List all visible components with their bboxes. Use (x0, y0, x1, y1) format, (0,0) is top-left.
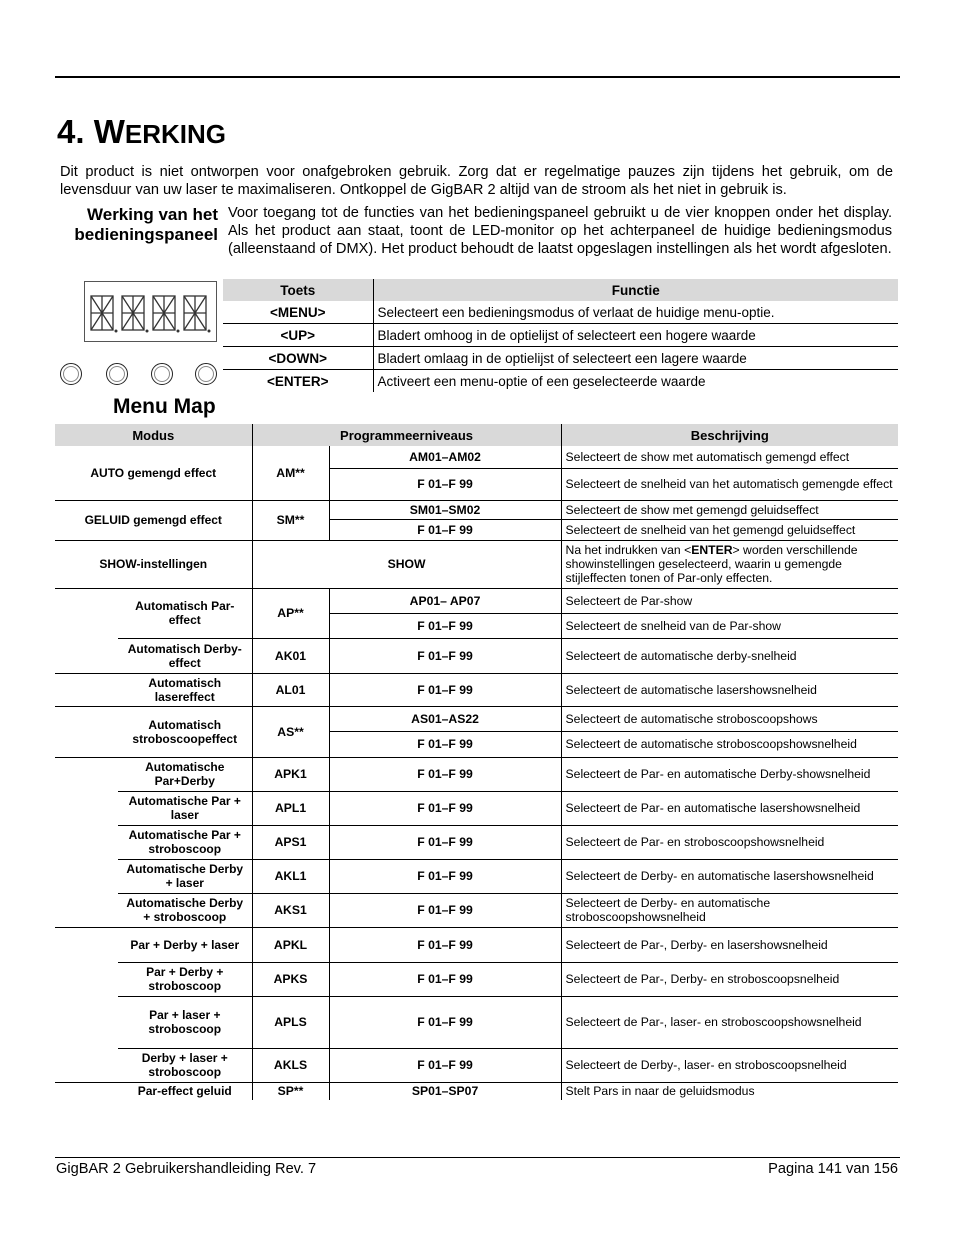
code-cell: SM** (252, 500, 329, 540)
code-cell: AK01 (252, 638, 329, 673)
code-cell: AKS1 (252, 893, 329, 927)
desc-cell: Selecteert de snelheid van het gemengd geluidseffect (561, 519, 898, 540)
code-cell: AM** (252, 446, 329, 500)
desc-cell: Selecteert de automatische lasershowsnelheid (561, 673, 898, 706)
table-row (55, 1082, 898, 1100)
desc-cell: Selecteert de Par-, laser- en stroboscoopshowsnelheid (561, 996, 898, 1048)
table-header-row (223, 279, 898, 301)
segment-display-icon (85, 282, 216, 341)
level-cell: AP01– AP07 (329, 588, 561, 613)
table-row (55, 757, 898, 791)
table-row (55, 540, 898, 588)
footer-page-number: Pagina 141 van 156 (768, 1161, 898, 1177)
menu-button-icon (60, 363, 82, 385)
panel-section-heading: Werking van het bedieningspaneel (74, 205, 218, 244)
enter-button-icon (195, 363, 217, 385)
desc-cell: Na het indrukken van <ENTER> worden verschillende showinstellingen geselecteerd, waarin u gemengde stijleffecten tonen of Par-only effecten. (561, 540, 898, 588)
column-header: Toets (223, 279, 373, 301)
level-cell: F 01–F 99 (329, 731, 561, 757)
led-display-illustration (84, 281, 217, 342)
table-header-row (55, 424, 898, 446)
level-cell: SM01–SM02 (329, 500, 561, 519)
code-cell: APK1 (252, 757, 329, 791)
level-cell: F 01–F 99 (329, 791, 561, 825)
desc-cell: Selecteert de Derby-, laser- en stroboscoopsnelheid (561, 1048, 898, 1082)
mode-cell: Par + Derby + stroboscoop (118, 962, 252, 996)
desc-cell: Selecteert de Par- en stroboscoopshowsnelheid (561, 825, 898, 859)
table-row (55, 825, 898, 859)
desc-cell: Selecteert de Par- en automatische lasershowsnelheid (561, 791, 898, 825)
column-header: Modus (55, 424, 252, 446)
desc-cell: Selecteert de automatische derby-snelheid (561, 638, 898, 673)
function-cell: Activeert een menu-optie of een geselecteerde waarde (373, 370, 898, 393)
table-row (223, 324, 898, 347)
level-cell: F 01–F 99 (329, 996, 561, 1048)
level-cell: SP01–SP07 (329, 1082, 561, 1100)
level-cell: F 01–F 99 (329, 893, 561, 927)
level-cell: F 01–F 99 (329, 825, 561, 859)
column-header: Beschrijving (561, 424, 898, 446)
desc-cell: Stelt Pars in naar de geluidsmodus (561, 1082, 898, 1100)
code-cell: AS** (252, 706, 329, 757)
panel-section-text: Voor toegang tot de functies van het bedieningspaneel gebruikt u de vier knoppen onder het display. Als het product aan staat, toont de LED-monitor op het achterpaneel de huidige bedieningsmodus (alleenstaand of DMX). Het product behoudt de laatst opgeslagen instellingen als het wordt afgesloten. (228, 205, 892, 257)
mode-cell: Automatische Par + laser (118, 791, 252, 825)
table-row (223, 347, 898, 370)
level-cell: F 01–F 99 (329, 613, 561, 638)
column-header: Programmeerniveaus (252, 424, 561, 446)
mode-cell: Par + Derby + laser (118, 927, 252, 962)
level-cell: F 01–F 99 (329, 962, 561, 996)
level-cell: F 01–F 99 (329, 859, 561, 893)
level-cell: F 01–F 99 (329, 519, 561, 540)
function-cell: Selecteert een bedieningsmodus of verlaat de huidige menu-optie. (373, 301, 898, 324)
level-cell: F 01–F 99 (329, 673, 561, 706)
desc-cell: Selecteert de Par-, Derby- en stroboscoopsnelheid (561, 962, 898, 996)
table-row (55, 588, 898, 613)
mode-cell: Par-effect geluid (137, 1084, 232, 1099)
menu-map-heading: Menu Map (113, 395, 216, 418)
desc-cell: Selecteert de show met gemengd geluidseffect (561, 500, 898, 519)
level-cell: F 01–F 99 (329, 1048, 561, 1082)
down-button-icon (151, 363, 173, 385)
table-row (55, 893, 898, 927)
level-cell: F 01–F 99 (329, 638, 561, 673)
mode-cell: Automatisch stroboscoopeffect (118, 706, 252, 757)
code-cell: SHOW (252, 540, 561, 588)
panel-buttons-illustration (60, 363, 220, 387)
table-row (55, 500, 898, 519)
desc-cell: Selecteert de Par- en automatische Derby-showsnelheid (561, 757, 898, 791)
table-row (55, 706, 898, 731)
function-cell: Bladert omlaag in de optielijst of selecteert een lagere waarde (373, 347, 898, 370)
column-header: Functie (373, 279, 898, 301)
code-cell: APL1 (252, 791, 329, 825)
function-cell: Bladert omhoog in de optielijst of selecteert een hogere waarde (373, 324, 898, 347)
mode-cell: SHOW-instellingen (55, 540, 252, 588)
table-row (55, 791, 898, 825)
mode-cell: Derby + laser + stroboscoop (118, 1048, 252, 1082)
mode-cell: AUTO gemengd effect (55, 446, 252, 500)
level-cell: F 01–F 99 (329, 757, 561, 791)
code-cell: SP** (252, 1082, 329, 1100)
key-cell: <UP> (223, 324, 373, 347)
desc-cell: Selecteert de Par-show (561, 588, 898, 613)
desc-cell: Selecteert de Par-, Derby- en lasershowsnelheid (561, 927, 898, 962)
desc-cell: Selecteert de Derby- en automatische stroboscoopshowsnelheid (561, 893, 898, 927)
up-button-icon (106, 363, 128, 385)
page-title: 4. WERKING (57, 113, 226, 150)
footer-rule (55, 1157, 900, 1158)
desc-cell: Selecteert de snelheid van het automatisch gemengde effect (561, 468, 898, 500)
code-cell: AKL1 (252, 859, 329, 893)
key-cell: <ENTER> (266, 373, 329, 389)
desc-cell: Selecteert de automatische stroboscoopshows (561, 706, 898, 731)
mode-cell: Automatisch Par-effect (118, 588, 252, 638)
code-cell: AP** (252, 588, 329, 638)
level-cell: F 01–F 99 (329, 927, 561, 962)
header-rule (55, 76, 900, 78)
table-row (223, 370, 898, 393)
key-cell: <MENU> (223, 301, 373, 324)
table-row (55, 927, 898, 962)
intro-paragraph: Dit product is niet ontworpen voor onafgebroken gebruik. Zorg dat er regelmatige pauzes zijn tijdens het gebruik, om de levensduur van uw laser te maximaliseren. Ontkoppel de GigBAR 2 altijd van de stroom als het niet in gebruik is. (60, 164, 893, 198)
code-cell: APKS (252, 962, 329, 996)
level-cell: AM01–AM02 (329, 446, 561, 468)
key-function-table (223, 279, 898, 392)
table-row (55, 859, 898, 893)
code-cell: APKL (252, 927, 329, 962)
key-cell: <DOWN> (223, 347, 373, 370)
footer-title: GigBAR 2 Gebruikershandleiding Rev. 7 (56, 1161, 317, 1177)
mode-cell: Par + laser + stroboscoop (118, 996, 252, 1048)
table-row (55, 962, 898, 996)
table-row (55, 446, 898, 468)
table-row (55, 1048, 898, 1082)
mode-cell: Automatische Derby + stroboscoop (118, 893, 252, 927)
table-row (55, 638, 898, 673)
desc-cell: Selecteert de automatische stroboscoopshowsnelheid (561, 731, 898, 757)
code-cell: AL01 (252, 673, 329, 706)
table-row (55, 673, 898, 706)
menu-map-table (55, 424, 898, 1100)
mode-cell: Automatisch lasereffect (118, 673, 252, 706)
code-cell: APLS (252, 996, 329, 1048)
code-cell: AKLS (252, 1048, 329, 1082)
desc-cell: Selecteert de show met automatisch gemengd effect (561, 446, 898, 468)
desc-cell: Selecteert de Derby- en automatische lasershowsnelheid (561, 859, 898, 893)
mode-cell: Automatische Par+Derby (118, 757, 252, 791)
code-cell: APS1 (252, 825, 329, 859)
table-row (223, 301, 898, 324)
mode-cell: Automatisch Derby-effect (118, 638, 252, 673)
desc-cell: Selecteert de snelheid van de Par-show (561, 613, 898, 638)
level-cell: F 01–F 99 (329, 468, 561, 500)
table-row (55, 996, 898, 1048)
mode-cell: Automatische Derby + laser (118, 859, 252, 893)
mode-cell: GELUID gemengd effect (55, 500, 252, 540)
level-cell: AS01–AS22 (329, 706, 561, 731)
mode-cell: Automatische Par + stroboscoop (118, 825, 252, 859)
